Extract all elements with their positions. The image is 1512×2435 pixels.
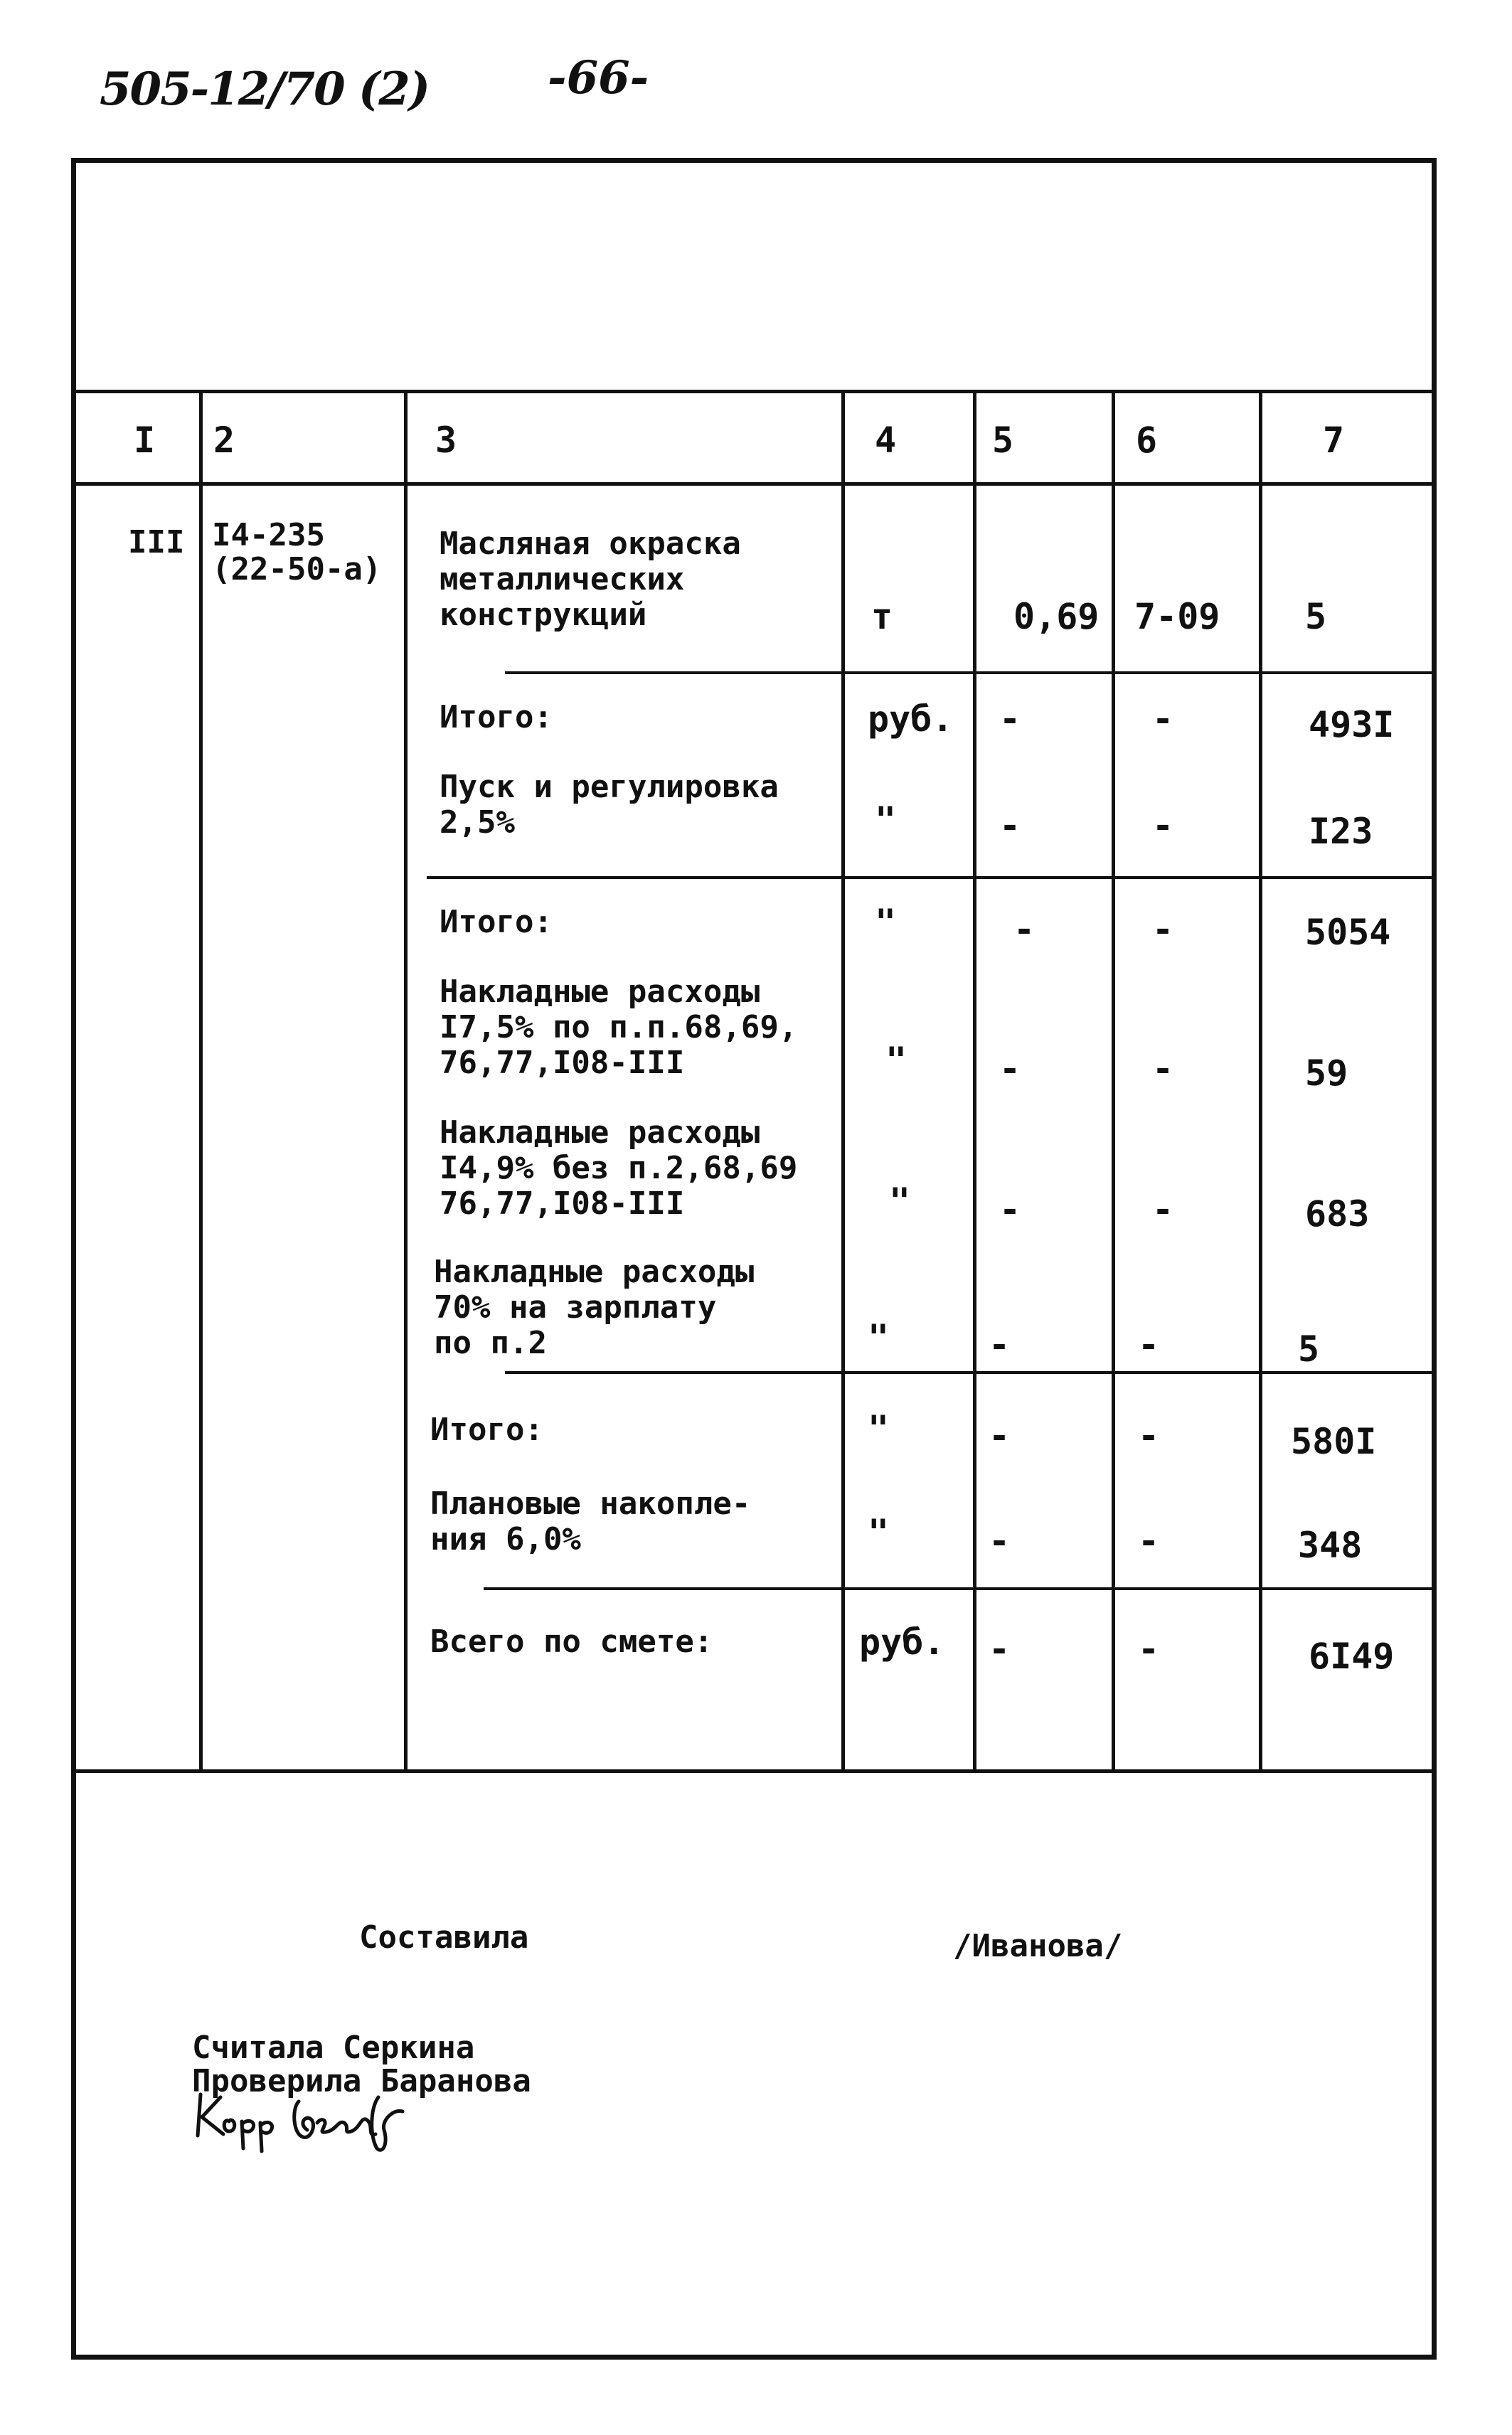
row-unit: " — [868, 1317, 890, 1358]
row-total: 580I — [1291, 1421, 1377, 1462]
row-description: Накладные расходы I7,5% по п.п.68,69, 76,77,I08-III — [440, 974, 798, 1081]
column-header-1: I — [134, 420, 156, 461]
row-total: 6I49 — [1309, 1636, 1395, 1677]
header-top-rule — [76, 390, 1437, 393]
column-rule-4 — [973, 390, 976, 1773]
row-price: - — [1138, 1415, 1160, 1456]
column-header-5: 5 — [992, 420, 1014, 461]
row-total: 348 — [1298, 1525, 1363, 1566]
row-total: 493I — [1309, 704, 1395, 745]
row-price: - — [1152, 805, 1174, 846]
column-rule-3 — [841, 390, 845, 1773]
row-unit: " — [868, 1512, 890, 1553]
column-header-2: 2 — [213, 420, 235, 461]
section-rule-2 — [427, 876, 1437, 879]
row-description: Плановые накопле- ния 6,0% — [430, 1486, 751, 1557]
section-rule-1 — [505, 671, 1437, 674]
row-price: - — [1138, 1520, 1160, 1562]
column-rule-6 — [1259, 390, 1262, 1773]
column-header-4: 4 — [875, 420, 897, 461]
row-total: 59 — [1305, 1053, 1348, 1094]
row-total: 5054 — [1305, 912, 1391, 953]
row-qty: - — [999, 1048, 1021, 1089]
section-rule-4 — [484, 1587, 1437, 1590]
row-description: Накладные расходы I4,9% без п.2,68,69 76,77,I08-III — [440, 1114, 798, 1222]
row-qty: - — [989, 1324, 1011, 1365]
column-rule-1 — [199, 390, 203, 1773]
row-total: I23 — [1309, 811, 1373, 852]
row-price: - — [1152, 1189, 1174, 1230]
row-price: - — [1138, 1324, 1160, 1365]
row-qty: - — [989, 1520, 1011, 1562]
row-price: - — [1152, 1048, 1174, 1089]
row-description: Пуск и регулировка 2,5% — [440, 769, 779, 841]
compiled-by-name: /Иванова/ — [953, 1928, 1123, 1964]
column-header-6: 6 — [1136, 420, 1158, 461]
handwritten-signature — [192, 2080, 427, 2158]
row-price: - — [1152, 909, 1174, 950]
checked-by: Проверила Баранова — [192, 2063, 531, 2099]
column-rule-2 — [404, 390, 408, 1773]
row-qty: 0,69 — [1013, 596, 1100, 637]
row-description: Всего по смете: — [430, 1624, 713, 1660]
norm-code-ref: (22-50-a) — [212, 551, 382, 587]
row-unit: " — [889, 1181, 911, 1222]
row-description: Итого: — [430, 1412, 543, 1448]
row-price: 7-09 — [1134, 596, 1220, 637]
document-code: 505-12/70 (2) — [100, 63, 430, 116]
page-number: -66- — [548, 51, 649, 105]
row-qty: - — [1013, 909, 1035, 950]
row-total: 5 — [1305, 596, 1327, 637]
norm-code: I4-235 — [212, 517, 325, 553]
row-unit: руб. — [868, 698, 954, 740]
row-unit: " — [875, 799, 897, 841]
row-unit: " — [885, 1040, 907, 1081]
row-unit: " — [868, 1408, 890, 1449]
column-header-3: 3 — [435, 420, 457, 461]
counted-by: Считала Серкина — [192, 2030, 475, 2066]
row-unit: т — [871, 596, 893, 637]
row-total: 683 — [1305, 1193, 1370, 1235]
row-qty: - — [989, 1415, 1011, 1456]
header-bottom-rule — [76, 482, 1437, 486]
column-rule-5 — [1112, 390, 1115, 1773]
row-unit: " — [875, 902, 897, 943]
row-description: Масляная окраска металлических конструкций — [440, 526, 741, 633]
row-price: - — [1138, 1629, 1160, 1670]
row-description: Итого: — [440, 699, 553, 735]
column-header-7: 7 — [1323, 420, 1345, 461]
row-price: - — [1152, 698, 1174, 740]
compiled-by-label: Составила — [359, 1919, 529, 1956]
row-description: Накладные расходы 70% на зарплату по п.2 — [434, 1254, 755, 1361]
row-unit: руб. — [859, 1621, 945, 1663]
row-description: Итого: — [440, 904, 553, 940]
row-total: 5 — [1298, 1328, 1320, 1370]
row-qty: - — [999, 1189, 1021, 1230]
row-qty: - — [989, 1629, 1011, 1670]
row-number: III — [128, 524, 185, 560]
row-qty: - — [999, 698, 1021, 740]
section-rule-3 — [505, 1371, 1437, 1374]
table-bottom-rule — [76, 1769, 1437, 1773]
row-qty: - — [999, 805, 1021, 846]
